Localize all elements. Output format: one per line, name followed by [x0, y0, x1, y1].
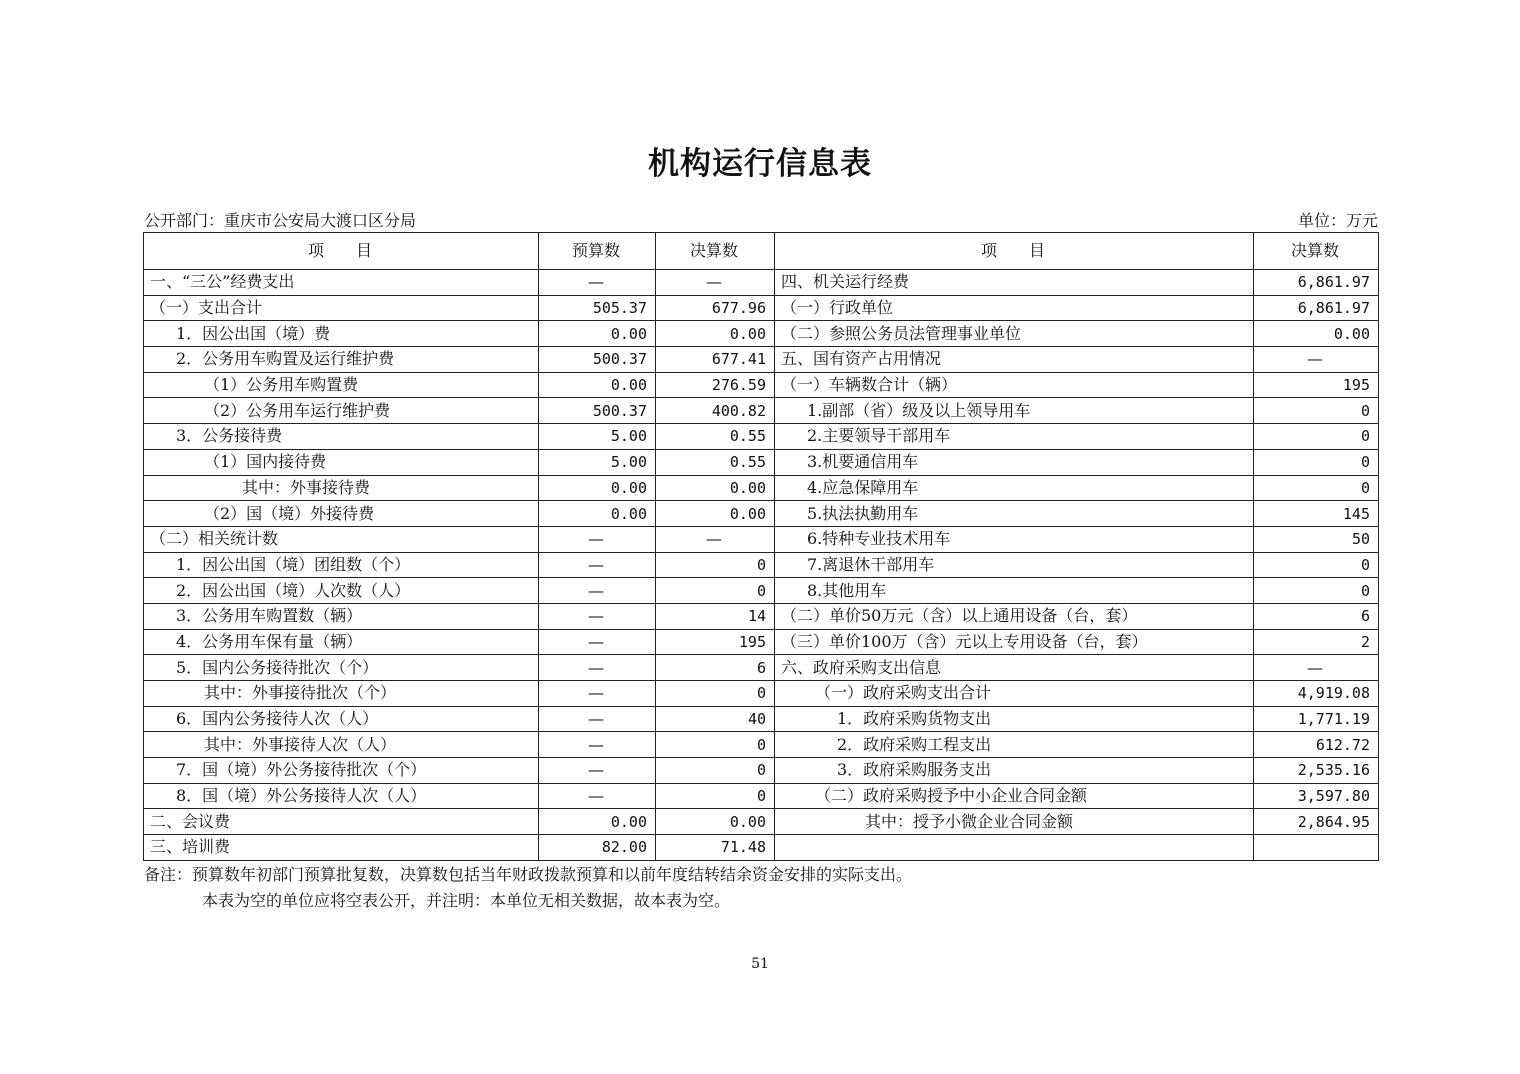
cell-final-left: 400.82	[656, 398, 775, 424]
table-row	[144, 449, 1379, 475]
cell-item-right: （二）参照公务员法管理事业单位	[775, 321, 1254, 347]
cell-final-right: 0	[1254, 552, 1379, 578]
cell-final-left: 677.41	[656, 347, 775, 373]
cell-item-left: 1．因公出国（境）费	[144, 321, 539, 347]
cell-item-right: 其中：授予小微企业合同金额	[775, 809, 1254, 835]
cell-final-right: 0.00	[1254, 321, 1379, 347]
page-title: 机构运行信息表	[648, 146, 872, 182]
table-row	[144, 372, 1379, 398]
cell-final-right: 6,861.97	[1254, 295, 1379, 321]
table-row	[144, 578, 1379, 604]
cell-item-left: 一、“三公”经费支出	[144, 270, 539, 296]
cell-budget: —	[539, 270, 656, 296]
cell-budget: —	[539, 706, 656, 732]
cell-item-left: （2）公务用车运行维护费	[144, 398, 539, 424]
cell-budget: 0.00	[539, 372, 656, 398]
cell-budget: —	[539, 732, 656, 758]
table-row	[144, 835, 1379, 861]
cell-final-left: —	[656, 526, 775, 552]
cell-item-right: 7.离退休干部用车	[775, 552, 1254, 578]
cell-item-right: （一）行政单位	[775, 295, 1254, 321]
cell-budget: —	[539, 758, 656, 784]
cell-final-left: 0.00	[656, 809, 775, 835]
cell-item-left: 4．公务用车保有量（辆）	[144, 629, 539, 655]
cell-final-right: —	[1254, 347, 1379, 373]
cell-item-left: 3．公务用车购置数（辆）	[144, 603, 539, 629]
table-row	[144, 629, 1379, 655]
cell-item-right: 六、政府采购支出信息	[775, 655, 1254, 681]
cell-final-right: 195	[1254, 372, 1379, 398]
cell-item-right: 2．政府采购工程支出	[775, 732, 1254, 758]
cell-budget: 0.00	[539, 809, 656, 835]
cell-final-left: 0.00	[656, 475, 775, 501]
cell-final-left: 0	[656, 578, 775, 604]
table-row	[144, 706, 1379, 732]
cell-item-right	[775, 835, 1254, 861]
header-item-right: 项 目	[775, 233, 1254, 270]
note-line: 本表为空的单位应将空表公开，并注明：本单位无相关数据，故本表为空。	[202, 891, 731, 910]
table-row	[144, 270, 1379, 296]
cell-item-right: 3．政府采购服务支出	[775, 758, 1254, 784]
cell-final-left: 6	[656, 655, 775, 681]
table-row	[144, 809, 1379, 835]
cell-item-right: 4.应急保障用车	[775, 475, 1254, 501]
header-final-left: 决算数	[656, 233, 775, 270]
page-number: 51	[751, 956, 769, 972]
cell-final-left: 0	[656, 758, 775, 784]
cell-item-right: 2.主要领导干部用车	[775, 424, 1254, 450]
table-body	[144, 270, 1379, 861]
table-row	[144, 424, 1379, 450]
table-row	[144, 295, 1379, 321]
cell-budget: —	[539, 578, 656, 604]
cell-final-right: 612.72	[1254, 732, 1379, 758]
cell-item-left: （二）相关统计数	[144, 526, 539, 552]
cell-final-left: —	[656, 270, 775, 296]
cell-item-right: 四、机关运行经费	[775, 270, 1254, 296]
cell-final-right: 1,771.19	[1254, 706, 1379, 732]
cell-budget: 82.00	[539, 835, 656, 861]
cell-item-left: 其中：外事接待费	[144, 475, 539, 501]
cell-budget: —	[539, 603, 656, 629]
cell-item-right: 1.副部（省）级及以上领导用车	[775, 398, 1254, 424]
table-row	[144, 475, 1379, 501]
table-row	[144, 552, 1379, 578]
cell-budget: 500.37	[539, 398, 656, 424]
cell-final-right: 145	[1254, 501, 1379, 527]
cell-item-right: 1．政府采购货物支出	[775, 706, 1254, 732]
cell-final-left: 0	[656, 732, 775, 758]
cell-budget: —	[539, 526, 656, 552]
cell-final-left: 0.55	[656, 449, 775, 475]
cell-item-right: 5.执法执勤用车	[775, 501, 1254, 527]
cell-final-left: 0	[656, 783, 775, 809]
cell-final-left: 0.00	[656, 321, 775, 347]
cell-item-left: 5．国内公务接待批次（个）	[144, 655, 539, 681]
header-item-left: 项 目	[144, 233, 539, 270]
cell-final-right: 2,535.16	[1254, 758, 1379, 784]
cell-item-left: 1．因公出国（境）团组数（个）	[144, 552, 539, 578]
cell-item-left: 二、会议费	[144, 809, 539, 835]
cell-item-left: 8．国（境）外公务接待人次（人）	[144, 783, 539, 809]
department-label: 公开部门：重庆市公安局大渡口区分局	[144, 211, 417, 230]
cell-item-right: （一）车辆数合计（辆）	[775, 372, 1254, 398]
table-row	[144, 732, 1379, 758]
cell-final-left: 0	[656, 681, 775, 707]
cell-final-left: 0	[656, 552, 775, 578]
cell-item-left: 7．国（境）外公务接待批次（个）	[144, 758, 539, 784]
cell-budget: —	[539, 629, 656, 655]
note-line: 备注：预算数年初部门预算批复数，决算数包括当年财政拨款预算和以前年度结转结余资金安排的实际支出。	[144, 865, 913, 884]
cell-item-left: 3．公务接待费	[144, 424, 539, 450]
cell-final-right: 6,861.97	[1254, 270, 1379, 296]
cell-final-left: 71.48	[656, 835, 775, 861]
cell-budget: 5.00	[539, 449, 656, 475]
cell-budget: —	[539, 552, 656, 578]
cell-final-right: 3,597.80	[1254, 783, 1379, 809]
info-table	[143, 232, 1379, 861]
table-row	[144, 398, 1379, 424]
cell-budget: 500.37	[539, 347, 656, 373]
cell-item-left: （1）公务用车购置费	[144, 372, 539, 398]
cell-budget: —	[539, 681, 656, 707]
header-final-right: 决算数	[1254, 233, 1379, 270]
cell-item-left: 其中：外事接待人次（人）	[144, 732, 539, 758]
cell-item-left: （1）国内接待费	[144, 449, 539, 475]
cell-final-left: 0.55	[656, 424, 775, 450]
cell-item-right: 3.机要通信用车	[775, 449, 1254, 475]
notes	[144, 862, 912, 914]
table-row	[144, 681, 1379, 707]
cell-item-left: 6．国内公务接待人次（人）	[144, 706, 539, 732]
cell-item-right: 6.特种专业技术用车	[775, 526, 1254, 552]
table-row	[144, 347, 1379, 373]
cell-final-right: 0	[1254, 424, 1379, 450]
cell-final-left: 677.96	[656, 295, 775, 321]
cell-final-right	[1254, 835, 1379, 861]
table-row	[144, 501, 1379, 527]
cell-budget: 0.00	[539, 321, 656, 347]
cell-final-right: 0	[1254, 578, 1379, 604]
table-meta	[144, 208, 1378, 232]
unit-label: 单位：万元	[1297, 211, 1378, 230]
cell-final-left: 276.59	[656, 372, 775, 398]
table-row	[144, 758, 1379, 784]
cell-item-right: （一）政府采购支出合计	[775, 681, 1254, 707]
cell-item-left: 2．因公出国（境）人次数（人）	[144, 578, 539, 604]
table-row	[144, 655, 1379, 681]
cell-item-left: 三、培训费	[144, 835, 539, 861]
cell-budget: 0.00	[539, 501, 656, 527]
cell-final-right: 0	[1254, 475, 1379, 501]
cell-final-right: 0	[1254, 449, 1379, 475]
cell-item-right: （三）单价100万（含）元以上专用设备（台，套）	[775, 629, 1254, 655]
cell-final-right: 4,919.08	[1254, 681, 1379, 707]
table-row	[144, 321, 1379, 347]
cell-final-left: 40	[656, 706, 775, 732]
cell-budget: —	[539, 783, 656, 809]
cell-final-left: 14	[656, 603, 775, 629]
cell-item-left: （2）国（境）外接待费	[144, 501, 539, 527]
header-budget: 预算数	[539, 233, 656, 270]
cell-budget: 505.37	[539, 295, 656, 321]
cell-budget: 0.00	[539, 475, 656, 501]
cell-item-right: （二）政府采购授予中小企业合同金额	[775, 783, 1254, 809]
cell-item-left: （一）支出合计	[144, 295, 539, 321]
table-row	[144, 526, 1379, 552]
table-header-row	[144, 233, 1379, 270]
cell-item-left: 其中：外事接待批次（个）	[144, 681, 539, 707]
cell-item-right: 五、国有资产占用情况	[775, 347, 1254, 373]
table-row	[144, 783, 1379, 809]
cell-item-right: （二）单价50万元（含）以上通用设备（台，套）	[775, 603, 1254, 629]
cell-item-right: 8.其他用车	[775, 578, 1254, 604]
cell-final-right: 0	[1254, 398, 1379, 424]
cell-budget: —	[539, 655, 656, 681]
cell-final-right: —	[1254, 655, 1379, 681]
table-row	[144, 603, 1379, 629]
cell-budget: 5.00	[539, 424, 656, 450]
cell-final-right: 6	[1254, 603, 1379, 629]
cell-final-left: 0.00	[656, 501, 775, 527]
cell-final-right: 2	[1254, 629, 1379, 655]
cell-final-right: 50	[1254, 526, 1379, 552]
cell-item-left: 2．公务用车购置及运行维护费	[144, 347, 539, 373]
cell-final-right: 2,864.95	[1254, 809, 1379, 835]
cell-final-left: 195	[656, 629, 775, 655]
